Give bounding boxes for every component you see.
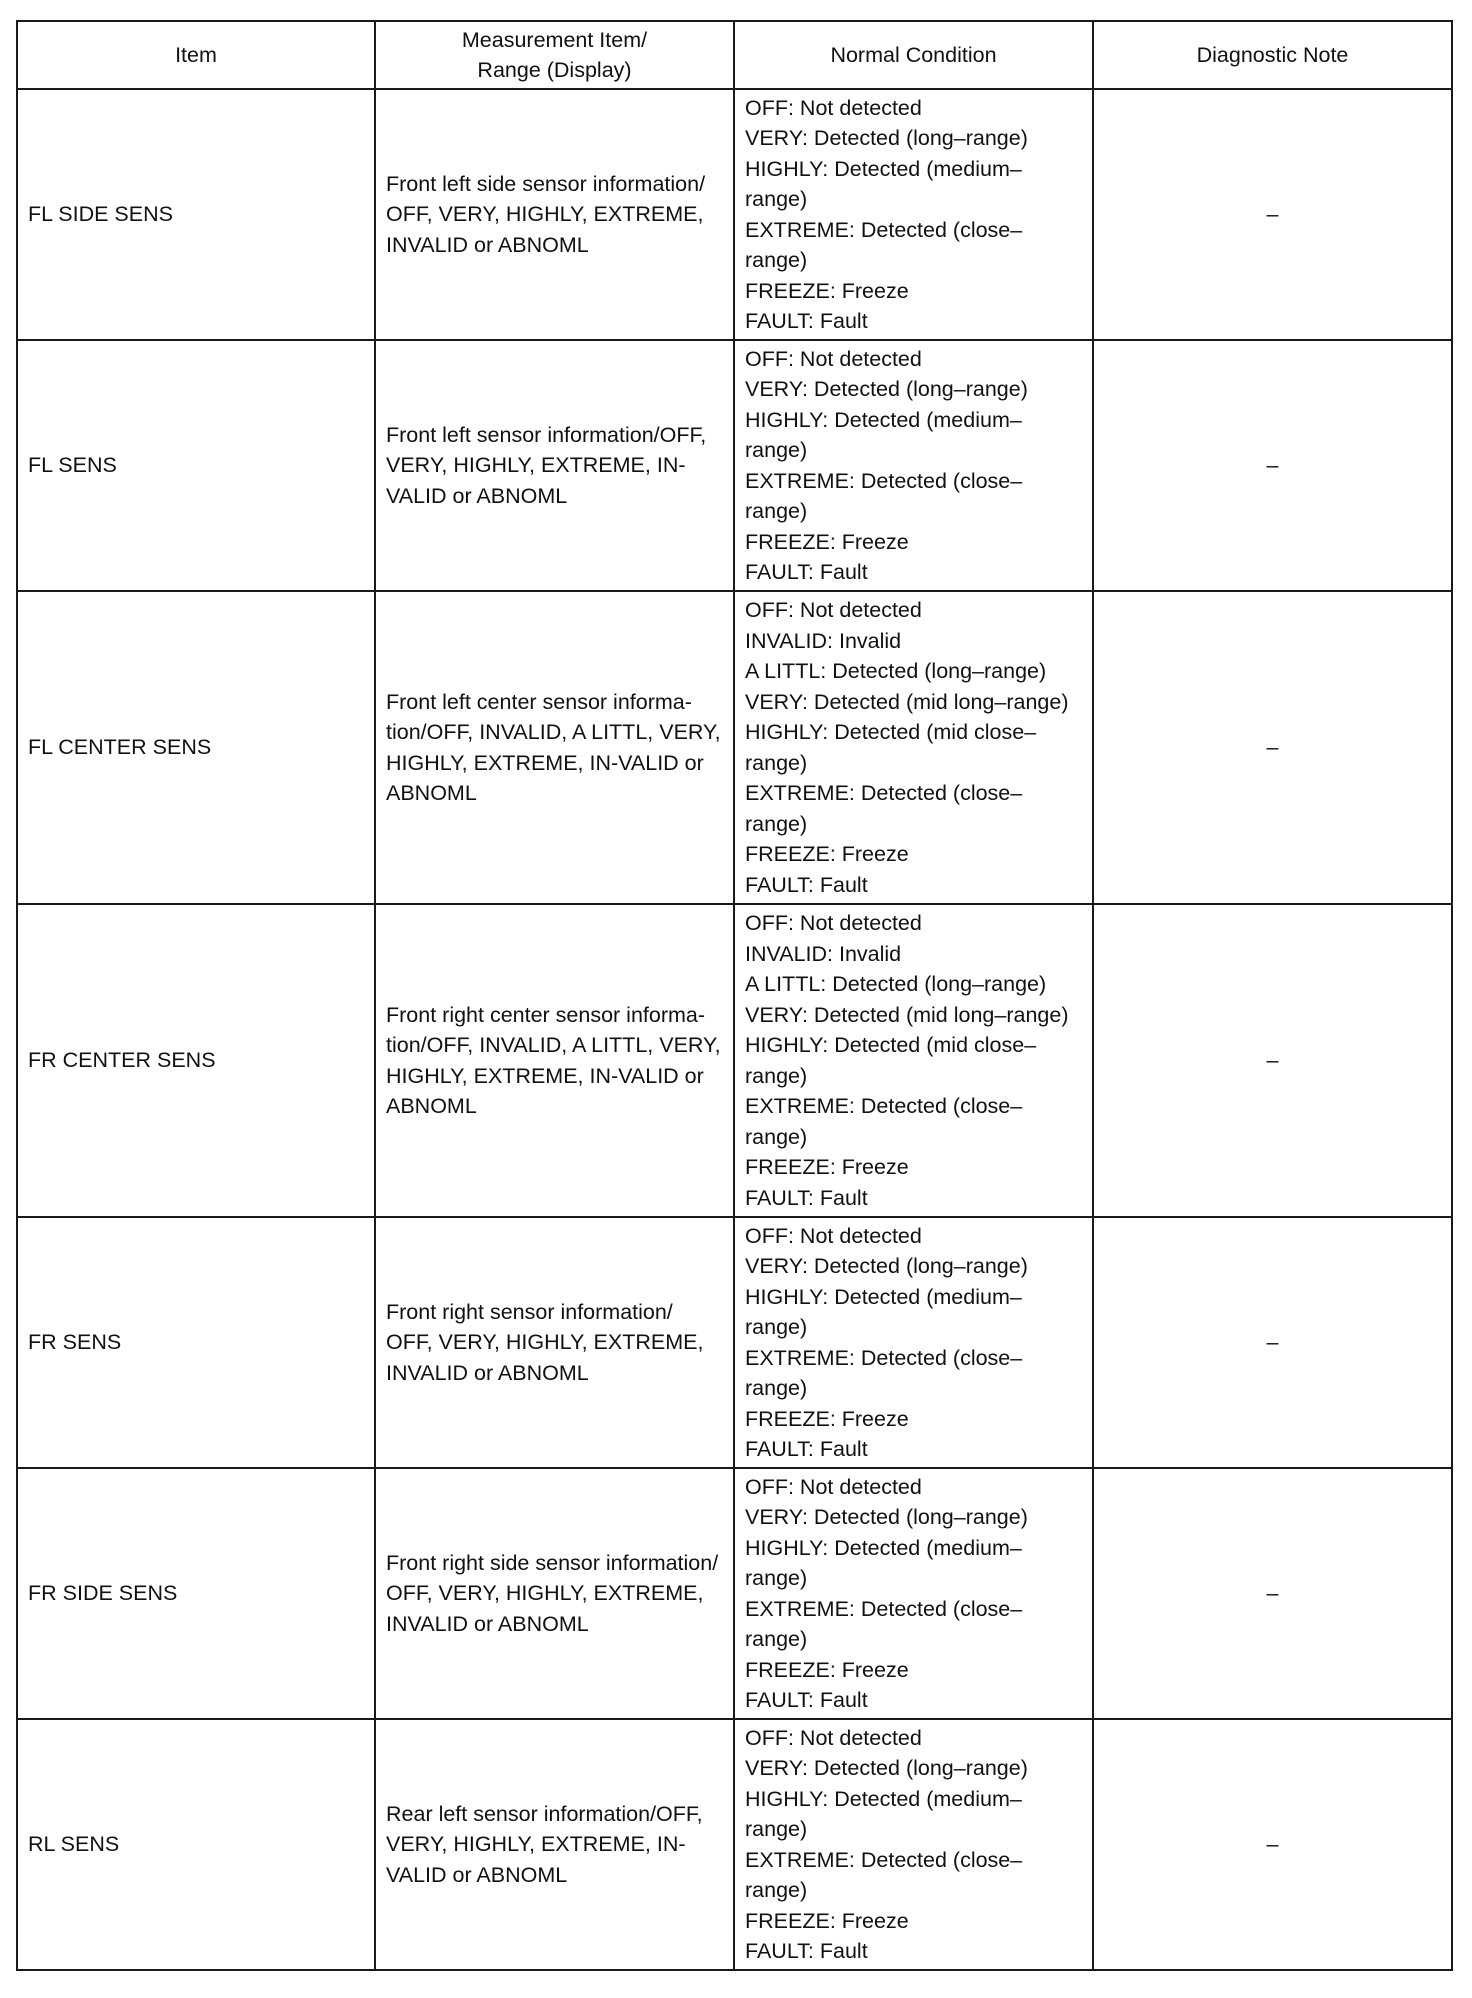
header-diagnostic-note: Diagnostic Note xyxy=(1093,21,1452,89)
condition-line: FREEZE: Freeze xyxy=(745,1406,909,1431)
condition-line: OFF: Not detected xyxy=(745,1223,922,1248)
header-measurement-line2: Range (Display) xyxy=(477,58,632,82)
measurement-cell: Front right center sensor informa-tion/OFF, INVALID, A LITTL, VERY, HIGHLY, EXTREME, IN-VALID or ABNOML xyxy=(375,904,734,1217)
condition-line: OFF: Not detected xyxy=(745,95,922,120)
condition-line: FREEZE: Freeze xyxy=(745,1908,909,1933)
condition-line: VERY: Detected (long–range) xyxy=(745,1505,1028,1529)
condition-line: OFF: Not detected xyxy=(745,911,922,935)
condition-line: EXTREME: Detected (close–range) xyxy=(745,1847,1023,1902)
condition-line: FAULT: Fault xyxy=(745,1688,868,1712)
table-row xyxy=(17,89,1452,340)
condition-line: EXTREME: Detected (close–range) xyxy=(745,468,1023,523)
condition-line: HIGHLY: Detected (mid close–range) xyxy=(745,1033,1037,1088)
condition-line: HIGHLY: Detected (mid close–range) xyxy=(745,720,1037,775)
condition-line: FAULT: Fault xyxy=(745,309,868,333)
table-row xyxy=(17,1719,1452,1970)
condition-line: INVALID: Invalid xyxy=(745,941,902,966)
condition-line: EXTREME: Detected (close–range) xyxy=(745,1094,1023,1149)
measurement-cell: Front right sensor information/ OFF, VERY, HIGHLY, EXTREME, INVALID or ABNOML xyxy=(375,1217,734,1468)
header-measurement-line1: Measurement Item/ xyxy=(461,27,648,52)
condition-line: OFF: Not detected xyxy=(745,1474,922,1499)
item-cell: FR CENTER SENS xyxy=(17,904,375,1217)
table-row xyxy=(17,591,1452,904)
diagnostic-note-cell: – xyxy=(1093,340,1452,591)
condition-line: OFF: Not detected xyxy=(745,346,922,371)
table-header-row xyxy=(17,21,1452,89)
item-cell: RL SENS xyxy=(17,1719,375,1970)
condition-line: HIGHLY: Detected (medium–range) xyxy=(745,407,1022,462)
table-row xyxy=(17,1468,1452,1719)
condition-line: HIGHLY: Detected (medium–range) xyxy=(745,156,1022,211)
header-measurement xyxy=(375,21,734,89)
table-row xyxy=(17,904,1452,1217)
diagnostic-note-cell: – xyxy=(1093,1468,1452,1719)
item-cell: FR SENS xyxy=(17,1217,375,1468)
condition-line: FREEZE: Freeze xyxy=(745,529,909,554)
condition-line: VERY: Detected (long–range) xyxy=(745,1254,1028,1278)
condition-line: OFF: Not detected xyxy=(745,598,922,622)
item-cell: FL CENTER SENS xyxy=(17,591,375,904)
measurement-cell: Rear left sensor information/OFF, VERY, HIGHLY, EXTREME, IN-VALID or ABNOML xyxy=(375,1719,734,1970)
measurement-cell: Front left center sensor informa-tion/OFF, INVALID, A LITTL, VERY, HIGHLY, EXTREME, IN-VALID or ABNOML xyxy=(375,591,734,904)
condition-line: OFF: Not detected xyxy=(745,1725,922,1750)
condition-line: VERY: Detected (mid long–range) xyxy=(745,689,1069,714)
normal-condition-cell xyxy=(734,340,1093,591)
condition-line: HIGHLY: Detected (medium–range) xyxy=(745,1786,1022,1841)
condition-line: FAULT: Fault xyxy=(745,1185,868,1210)
condition-line: FREEZE: Freeze xyxy=(745,1155,909,1179)
condition-line: EXTREME: Detected (close–range) xyxy=(745,781,1023,836)
table-row xyxy=(17,340,1452,591)
diagnostic-note-cell: – xyxy=(1093,89,1452,340)
condition-line: FAULT: Fault xyxy=(745,872,868,897)
normal-condition-cell xyxy=(734,89,1093,340)
condition-line: FREEZE: Freeze xyxy=(745,278,909,303)
condition-line: A LITTL: Detected (long–range) xyxy=(745,972,1047,996)
normal-condition-cell xyxy=(734,591,1093,904)
condition-line: FAULT: Fault xyxy=(745,1939,868,1963)
condition-line: EXTREME: Detected (close–range) xyxy=(745,217,1023,272)
diagnostic-note-cell: – xyxy=(1093,1719,1452,1970)
item-cell: FL SIDE SENS xyxy=(17,89,375,340)
diagnostic-data-table xyxy=(16,20,1453,1971)
condition-line: VERY: Detected (long–range) xyxy=(745,377,1028,401)
condition-line: FAULT: Fault xyxy=(745,1437,868,1461)
condition-line: VERY: Detected (mid long–range) xyxy=(745,1002,1069,1027)
diagnostic-note-cell: – xyxy=(1093,1217,1452,1468)
condition-line: HIGHLY: Detected (medium–range) xyxy=(745,1284,1022,1339)
condition-line: FREEZE: Freeze xyxy=(745,1657,909,1682)
table-body xyxy=(17,89,1452,1970)
condition-line: FAULT: Fault xyxy=(745,560,868,584)
condition-line: EXTREME: Detected (close–range) xyxy=(745,1345,1023,1400)
diagnostic-note-cell: – xyxy=(1093,904,1452,1217)
table-row xyxy=(17,1217,1452,1468)
condition-line: HIGHLY: Detected (medium–range) xyxy=(745,1535,1022,1590)
condition-line: EXTREME: Detected (close–range) xyxy=(745,1596,1023,1651)
measurement-cell: Front left side sensor information/ OFF, VERY, HIGHLY, EXTREME, INVALID or ABNOML xyxy=(375,89,734,340)
condition-line: INVALID: Invalid xyxy=(745,628,902,653)
normal-condition-cell xyxy=(734,1468,1093,1719)
measurement-cell: Front right side sensor information/ OFF, VERY, HIGHLY, EXTREME, INVALID or ABNOML xyxy=(375,1468,734,1719)
item-cell: FR SIDE SENS xyxy=(17,1468,375,1719)
diagnostic-note-cell: – xyxy=(1093,591,1452,904)
normal-condition-cell xyxy=(734,904,1093,1217)
condition-line: VERY: Detected (long–range) xyxy=(745,1756,1028,1780)
normal-condition-cell xyxy=(734,1719,1093,1970)
normal-condition-cell xyxy=(734,1217,1093,1468)
header-normal-condition: Normal Condition xyxy=(734,21,1093,89)
header-item: Item xyxy=(17,21,375,89)
condition-line: FREEZE: Freeze xyxy=(745,842,909,866)
condition-line: A LITTL: Detected (long–range) xyxy=(745,659,1047,683)
condition-line: VERY: Detected (long–range) xyxy=(745,126,1028,150)
measurement-cell: Front left sensor information/OFF, VERY, HIGHLY, EXTREME, IN-VALID or ABNOML xyxy=(375,340,734,591)
item-cell: FL SENS xyxy=(17,340,375,591)
